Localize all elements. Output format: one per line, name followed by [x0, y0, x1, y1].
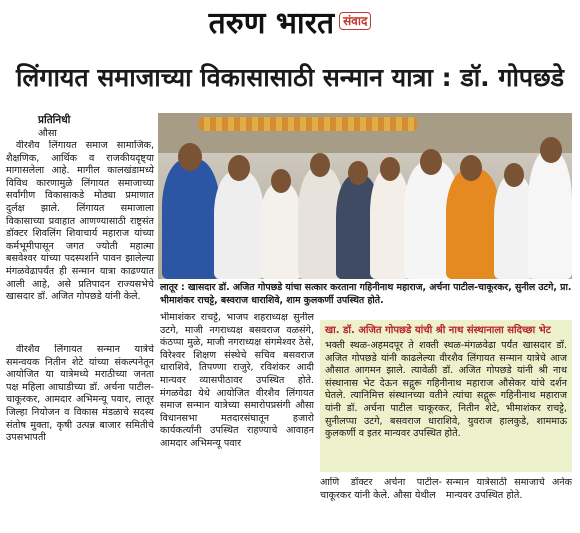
sidebar-body: भक्ती स्थळ-अहमदपूर ते शक्ती स्थळ-मंगळवेढा पर्यंत खासदार डॉ. अजित गोपछडे यांनी काढलेल्या वीरशैव लिंगायत सन्मान यात्रेचे आज औसात आगमन झाले. त्यावेळी डॉ. अजित गोपछडे यांनी श्री नाथ संस्थानास भेट देऊन सद्गुरू गहिनीनाथ महाराज औसेकर यांचे दर्शन घेतले. त्यानिमित्त संस्थानच्या वतीने त्यांचा सद्गुरू गहिनीनाथ महाराज यांनी डॉ. अर्चना पाटील चाकूरकर, नितीन शेटे, भीमाशंकर राचट्टे, सुनीलप्पा उटगे, बसवराज धाराशिवे, युवराज हालकुडे, शाममाऊ कुलकर्णी व इतर मान्यवर उपस्थित होते.: [325, 340, 567, 440]
sidebar-title: खा. डॉ. अजित गोपछडे यांची श्री नाथ संस्थानाला सदिच्छा भेट: [325, 325, 551, 336]
masthead: [0, 6, 580, 42]
dateline-place: औसा: [38, 128, 57, 139]
article-paragraph: आणि डॉक्टर अर्चना पाटील-चाकूरकर यांनी केले. औसा येथील: [320, 477, 442, 501]
article-column-1: [6, 140, 154, 340]
article-column-2: [160, 312, 314, 480]
headline: लिंगायत समाजाच्या विकासासाठी सन्मान यात्रा : डॉ. गोपछडे: [15, 63, 565, 92]
sidebar-box: [320, 320, 572, 472]
article-paragraph: वीरशैव लिंगायत सन्मान यात्रेचे समन्वयक नितीन शेटे यांच्या संकल्पनेतून आयोजित या यात्रेमध्ये मराठीच्या जनता पक्ष महिला आघाडीच्या डॉ. अर्चना पाटील-चाकूरकर, आमदार अभिमन्यू पवार, लातूर जिल्हा नियोजन व विकास मंडळाचे सदस्य संतोष मुक्ता, कृषी उत्पन्न बाजार समितीचे उपसभापती: [6, 344, 154, 444]
article-paragraph: भीमाशंकर राचट्टे, भाजप शहराध्यक्ष सुनील उटगे, माजी नगराध्यक्ष बसवराज वळसंगे, कंठप्पा मुळे, माजी नगराध्यक्ष संगमेश्वर ठेसे, विरेश्वर शिक्षण संस्थेचे सचिव बसवराज धाराशिवे, तिपण्णा राजुरे, रविशंकर आदी मान्यवर व्यासपीठावर उपस्थित होते. मंगळवेढा येथे आयोजित वीरशैव लिंगायत समाज सन्मान यात्रेच्या समारोपप्रसंगी औसा विधानसभा मतदारसंघातून हजारो कार्यकर्त्यांनी उपस्थित राहण्याचे आवाहन आमदार अभिमन्यू पवार: [160, 312, 314, 449]
news-photo: [158, 113, 572, 279]
photo-caption: लातूर : खासदार डॉ. अजित गोपछडे यांचा सत्कार करताना गहिनीनाथ महाराज, अर्चना पाटील-चाकूरकर, सुनील उटगे, प्रा. भीमाशंकर राचट्टे, बस्वराज धाराशिवे, शाम कुलकर्णी उपस्थित होते.: [160, 282, 572, 306]
article-paragraph: वीरशैव लिंगायत समाज सामाजिक, शैक्षणिक, आर्थिक व राजकीयदृष्ट्या मागासलेला आहे. मागील कालखंडामध्ये विविध कारणामुळे लिंगायत समाजाच्या सर्वांगीण विकासाकडे मोठ्या प्रमाणात दुर्लक्ष झाले. लिंगायत समाजाला विकासाच्या प्रवाहात आणण्यासाठी राष्ट्रसंत डॉक्टर शिवलिंग शिवाचार्य महाराज यांच्या कर्मभूमीपासून जगत ज्योती महात्मा बसवेश्वर यांच्या पदस्पर्शाने पावन झालेल्या मंगळवेढापर्यंत ही सन्मान यात्रा काढण्यात आली आहे, असे प्रतिपादन राज्यसभेचे खासदार डॉ. अजित गोपछडे यांनी केले.: [6, 140, 154, 303]
masthead-tag: संवाद: [339, 12, 371, 30]
article-column-4: [446, 477, 572, 505]
article-paragraph: सन्मान यात्रेसाठी समाजाचे अनेक मान्यवर उपस्थित होते.: [446, 477, 572, 501]
masthead-brand: तरुण भारत: [208, 6, 335, 41]
byline: प्रतिनिधी: [38, 114, 71, 126]
article-column-1b: [6, 344, 154, 480]
article-column-3: [320, 477, 442, 505]
